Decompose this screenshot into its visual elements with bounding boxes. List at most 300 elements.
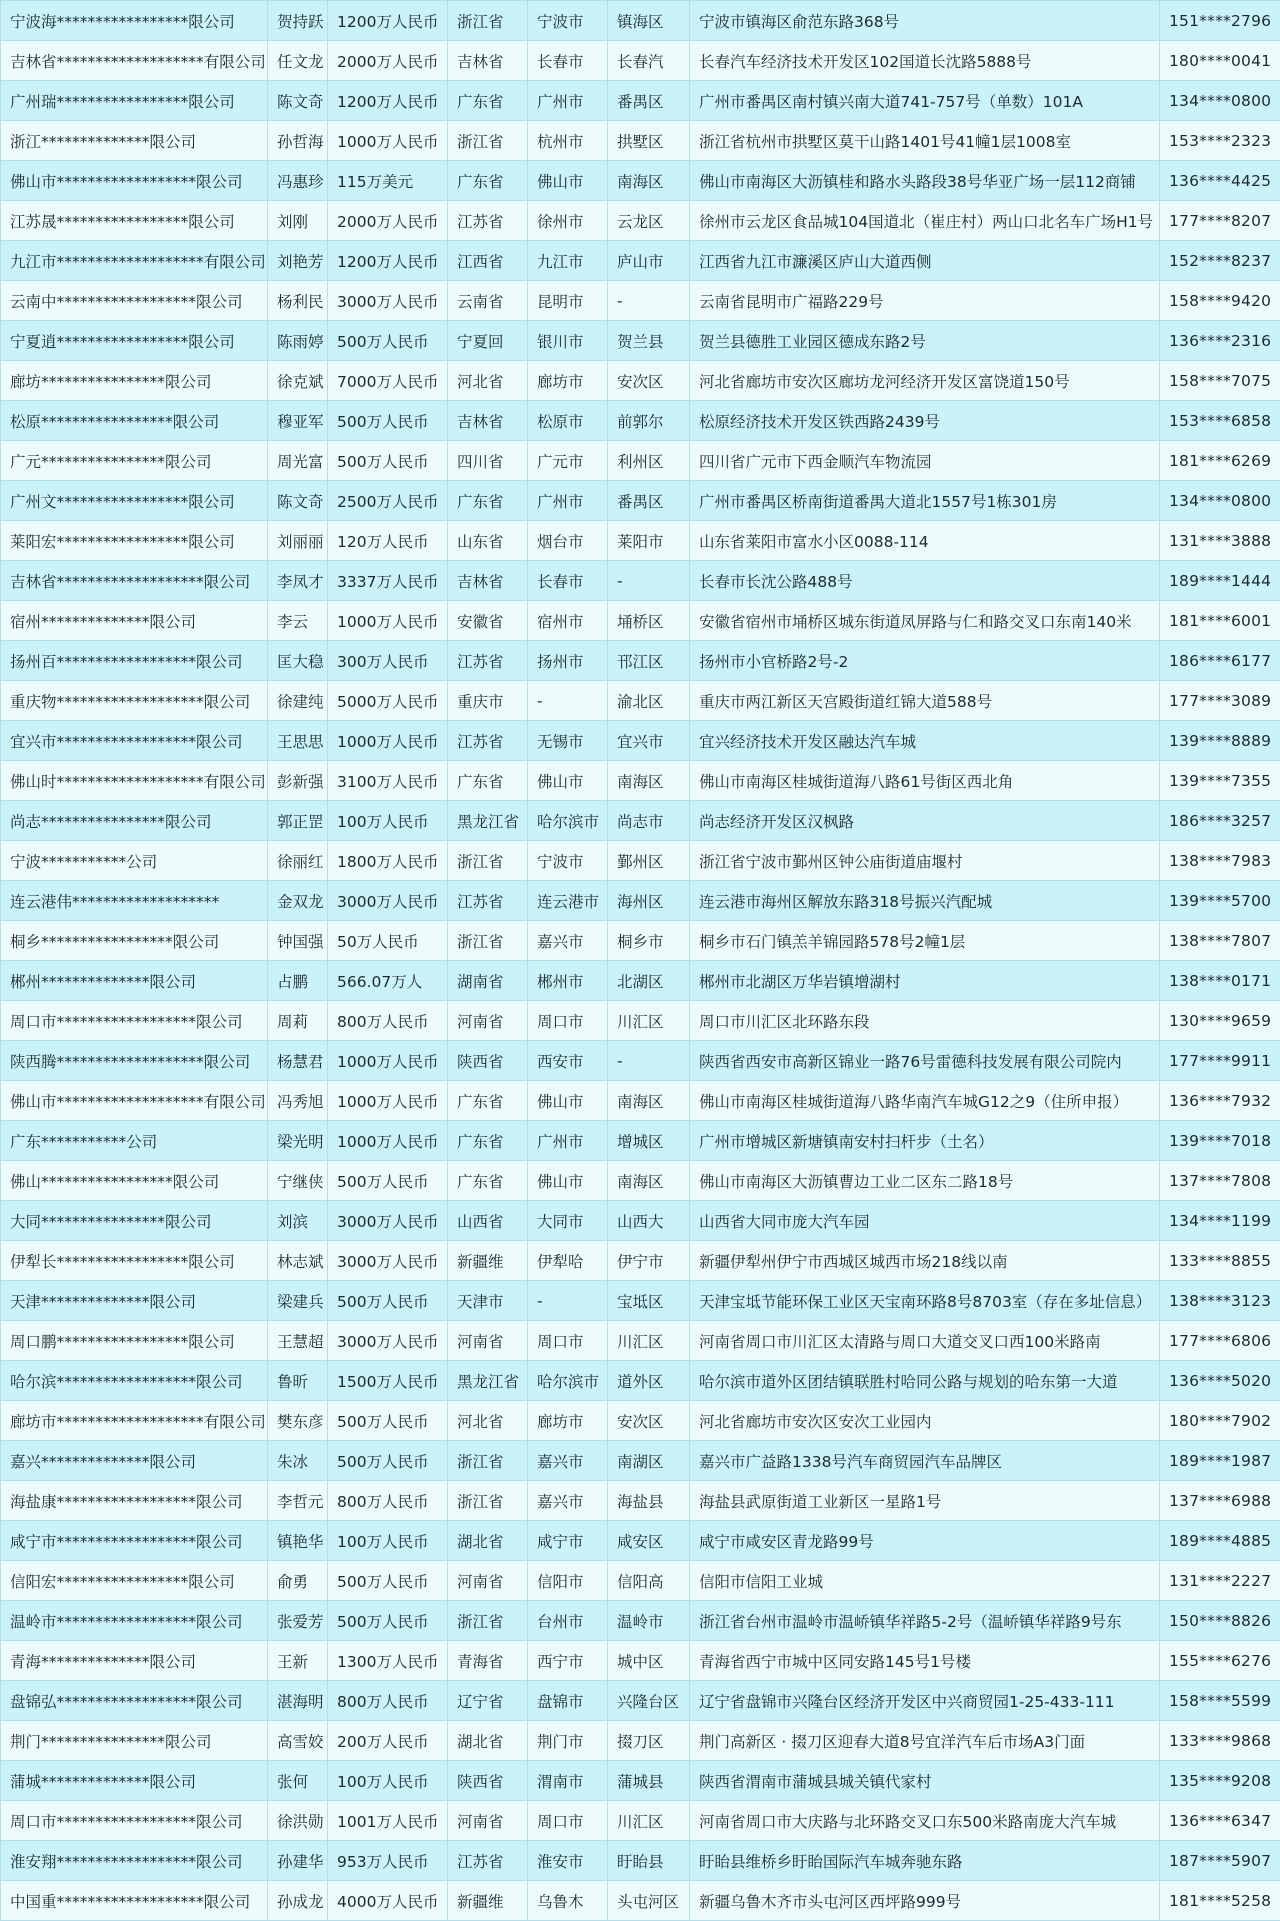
city-cell: 广州市 — [528, 481, 608, 521]
company-name-cell: 廊坊****************限公司 — [1, 361, 268, 401]
contact-name-cell: 李哲元 — [268, 1481, 328, 1521]
address-cell: 扬州市小官桥路2号-2 — [690, 641, 1160, 681]
province-cell: 江苏省 — [448, 721, 528, 761]
company-name-cell: 蒲城**************限公司 — [1, 1761, 268, 1801]
registered-capital-cell: 566.07万人 — [328, 961, 448, 1001]
address-cell: 长春汽车经济技术开发区102国道长沈路5888号 — [690, 41, 1160, 81]
province-cell: 浙江省 — [448, 121, 528, 161]
city-cell: - — [528, 1281, 608, 1321]
company-name-cell: 佛山时*******************有限公司 — [1, 761, 268, 801]
province-cell: 浙江省 — [448, 921, 528, 961]
address-cell: 广州市番禺区桥南街道番禺大道北1557号1栋301房 — [690, 481, 1160, 521]
phone-cell: 180****7902 — [1160, 1401, 1280, 1441]
city-cell: 廊坊市 — [528, 361, 608, 401]
table-row — [1, 161, 1280, 201]
contact-name-cell: 陈文奇 — [268, 481, 328, 521]
contact-name-cell: 孙成龙 — [268, 1881, 328, 1921]
province-cell: 江苏省 — [448, 641, 528, 681]
contact-name-cell: 徐洪勋 — [268, 1801, 328, 1841]
phone-cell: 181****6001 — [1160, 601, 1280, 641]
phone-cell: 137****6988 — [1160, 1481, 1280, 1521]
province-cell: 广东省 — [448, 1161, 528, 1201]
province-cell: 陕西省 — [448, 1761, 528, 1801]
registered-capital-cell: 2500万人民币 — [328, 481, 448, 521]
company-name-cell: 信阳宏*****************限公司 — [1, 1561, 268, 1601]
company-name-cell: 重庆物*******************限公司 — [1, 681, 268, 721]
table-row — [1, 1081, 1280, 1121]
city-cell: 徐州市 — [528, 201, 608, 241]
city-cell: 佛山市 — [528, 1161, 608, 1201]
company-name-cell: 连云港伟******************* — [1, 881, 268, 921]
city-cell: 无锡市 — [528, 721, 608, 761]
province-cell: 新疆维 — [448, 1241, 528, 1281]
province-cell: 吉林省 — [448, 561, 528, 601]
province-cell: 浙江省 — [448, 841, 528, 881]
phone-cell: 181****5258 — [1160, 1881, 1280, 1921]
contact-name-cell: 徐建纯 — [268, 681, 328, 721]
registered-capital-cell: 100万人民币 — [328, 801, 448, 841]
phone-cell: 158****5599 — [1160, 1681, 1280, 1721]
district-cell: 伊宁市 — [608, 1241, 690, 1281]
district-cell: 埇桥区 — [608, 601, 690, 641]
district-cell: 海州区 — [608, 881, 690, 921]
contact-name-cell: 杨慧君 — [268, 1041, 328, 1081]
table-row — [1, 801, 1280, 841]
city-cell: 盘锦市 — [528, 1681, 608, 1721]
province-cell: 河南省 — [448, 1801, 528, 1841]
contact-name-cell: 彭新强 — [268, 761, 328, 801]
city-cell: 嘉兴市 — [528, 1481, 608, 1521]
registered-capital-cell: 500万人民币 — [328, 321, 448, 361]
phone-cell: 177****9911 — [1160, 1041, 1280, 1081]
registered-capital-cell: 3000万人民币 — [328, 1201, 448, 1241]
company-name-cell: 嘉兴**************限公司 — [1, 1441, 268, 1481]
contact-name-cell: 梁建兵 — [268, 1281, 328, 1321]
phone-cell: 136****5020 — [1160, 1361, 1280, 1401]
contact-name-cell: 陈雨婷 — [268, 321, 328, 361]
district-cell: 南海区 — [608, 1081, 690, 1121]
registered-capital-cell: 100万人民币 — [328, 1521, 448, 1561]
district-cell: 咸安区 — [608, 1521, 690, 1561]
registered-capital-cell: 200万人民币 — [328, 1721, 448, 1761]
company-name-cell: 大同****************限公司 — [1, 1201, 268, 1241]
contact-name-cell: 李云 — [268, 601, 328, 641]
registered-capital-cell: 50万人民币 — [328, 921, 448, 961]
province-cell: 浙江省 — [448, 1601, 528, 1641]
phone-cell: 189****4885 — [1160, 1521, 1280, 1561]
contact-name-cell: 镇艳华 — [268, 1521, 328, 1561]
company-name-cell: 海盐康******************限公司 — [1, 1481, 268, 1521]
province-cell: 黑龙江省 — [448, 801, 528, 841]
table-row — [1, 401, 1280, 441]
table-row — [1, 1161, 1280, 1201]
address-cell: 河南省周口市川汇区太清路与周口大道交叉口西100米路南 — [690, 1321, 1160, 1361]
city-cell: 哈尔滨市 — [528, 1361, 608, 1401]
address-cell: 新疆乌鲁木齐市头屯河区西坪路999号 — [690, 1881, 1160, 1921]
company-name-cell: 陕西腾*******************限公司 — [1, 1041, 268, 1081]
registered-capital-cell: 500万人民币 — [328, 1161, 448, 1201]
phone-cell: 180****0041 — [1160, 41, 1280, 81]
address-cell: 陕西省西安市高新区锦业一路76号雷德科技发展有限公司院内 — [690, 1041, 1160, 1081]
contact-name-cell: 刘刚 — [268, 201, 328, 241]
city-cell: 烟台市 — [528, 521, 608, 561]
district-cell: 安次区 — [608, 361, 690, 401]
city-cell: 渭南市 — [528, 1761, 608, 1801]
registered-capital-cell: 1200万人民币 — [328, 81, 448, 121]
contact-name-cell: 陈文奇 — [268, 81, 328, 121]
company-name-cell: 桐乡*****************限公司 — [1, 921, 268, 961]
table-row — [1, 1401, 1280, 1441]
company-name-cell: 温岭市******************限公司 — [1, 1601, 268, 1641]
address-cell: 佛山市南海区桂城街道海八路61号街区西北角 — [690, 761, 1160, 801]
district-cell: 掇刀区 — [608, 1721, 690, 1761]
registered-capital-cell: 500万人民币 — [328, 1561, 448, 1601]
phone-cell: 189****1987 — [1160, 1441, 1280, 1481]
contact-name-cell: 高雪姣 — [268, 1721, 328, 1761]
registered-capital-cell: 4000万人民币 — [328, 1881, 448, 1921]
address-cell: 长春市长沈公路488号 — [690, 561, 1160, 601]
table-row — [1, 721, 1280, 761]
province-cell: 宁夏回 — [448, 321, 528, 361]
contact-name-cell: 湛海明 — [268, 1681, 328, 1721]
company-name-cell: 松原*****************限公司 — [1, 401, 268, 441]
address-cell: 宁波市镇海区俞范东路368号 — [690, 1, 1160, 41]
registered-capital-cell: 500万人民币 — [328, 1281, 448, 1321]
phone-cell: 177****6806 — [1160, 1321, 1280, 1361]
address-cell: 山西省大同市庞大汽车园 — [690, 1201, 1160, 1241]
registered-capital-cell: 500万人民币 — [328, 1401, 448, 1441]
phone-cell: 134****0800 — [1160, 81, 1280, 121]
registered-capital-cell: 3000万人民币 — [328, 1321, 448, 1361]
registered-capital-cell: 3000万人民币 — [328, 281, 448, 321]
district-cell: 头屯河区 — [608, 1881, 690, 1921]
city-cell: 宿州市 — [528, 601, 608, 641]
province-cell: 黑龙江省 — [448, 1361, 528, 1401]
city-cell: 广州市 — [528, 1121, 608, 1161]
phone-cell: 158****9420 — [1160, 281, 1280, 321]
table-row — [1, 1361, 1280, 1401]
address-cell: 郴州市北湖区万华岩镇增湖村 — [690, 961, 1160, 1001]
registered-capital-cell: 500万人民币 — [328, 1601, 448, 1641]
company-name-cell: 广元****************限公司 — [1, 441, 268, 481]
registered-capital-cell: 1200万人民币 — [328, 1, 448, 41]
company-name-cell: 天津**************限公司 — [1, 1281, 268, 1321]
address-cell: 四川省广元市下西金顺汽车物流园 — [690, 441, 1160, 481]
city-cell: 松原市 — [528, 401, 608, 441]
contact-name-cell: 鲁昕 — [268, 1361, 328, 1401]
company-name-cell: 伊犁长*****************限公司 — [1, 1241, 268, 1281]
table-row — [1, 1681, 1280, 1721]
address-cell: 桐乡市石门镇羔羊锦园路578号2幢1层 — [690, 921, 1160, 961]
district-cell: 渝北区 — [608, 681, 690, 721]
city-cell: 伊犁哈 — [528, 1241, 608, 1281]
district-cell: 南湖区 — [608, 1441, 690, 1481]
contact-name-cell: 贺持跃 — [268, 1, 328, 41]
district-cell: 前郭尔 — [608, 401, 690, 441]
phone-cell: 186****3257 — [1160, 801, 1280, 841]
phone-cell: 134****0800 — [1160, 481, 1280, 521]
table-row — [1, 1881, 1280, 1921]
company-name-cell: 吉林省*******************限公司 — [1, 561, 268, 601]
company-name-cell: 尚志****************限公司 — [1, 801, 268, 841]
registered-capital-cell: 3337万人民币 — [328, 561, 448, 601]
address-cell: 海盐县武原街道工业新区一星路1号 — [690, 1481, 1160, 1521]
province-cell: 广东省 — [448, 481, 528, 521]
registered-capital-cell: 115万美元 — [328, 161, 448, 201]
address-cell: 徐州市云龙区食品城104国道北（崔庄村）两山口北名车广场H1号 — [690, 201, 1160, 241]
phone-cell: 135****9208 — [1160, 1761, 1280, 1801]
phone-cell: 136****4425 — [1160, 161, 1280, 201]
table-row — [1, 1721, 1280, 1761]
phone-cell: 181****6269 — [1160, 441, 1280, 481]
district-cell: 宜兴市 — [608, 721, 690, 761]
phone-cell: 133****9868 — [1160, 1721, 1280, 1761]
company-name-cell: 广州文*****************限公司 — [1, 481, 268, 521]
company-name-cell: 廊坊市*******************有限公司 — [1, 1401, 268, 1441]
city-cell: 周口市 — [528, 1321, 608, 1361]
contact-name-cell: 穆亚军 — [268, 401, 328, 441]
address-cell: 盱眙县维桥乡盱眙国际汽车城奔驰东路 — [690, 1841, 1160, 1881]
table-row — [1, 481, 1280, 521]
registered-capital-cell: 800万人民币 — [328, 1681, 448, 1721]
company-name-cell: 宜兴市******************限公司 — [1, 721, 268, 761]
registered-capital-cell: 1000万人民币 — [328, 1081, 448, 1121]
contact-name-cell: 任文龙 — [268, 41, 328, 81]
registered-capital-cell: 500万人民币 — [328, 401, 448, 441]
registered-capital-cell: 2000万人民币 — [328, 201, 448, 241]
city-cell: 杭州市 — [528, 121, 608, 161]
city-cell: 嘉兴市 — [528, 921, 608, 961]
registered-capital-cell: 1000万人民币 — [328, 1121, 448, 1161]
registered-capital-cell: 3100万人民币 — [328, 761, 448, 801]
province-cell: 四川省 — [448, 441, 528, 481]
district-cell: 川汇区 — [608, 1321, 690, 1361]
city-cell: 长春市 — [528, 561, 608, 601]
district-cell: 道外区 — [608, 1361, 690, 1401]
table-row — [1, 761, 1280, 801]
contact-name-cell: 孙哲海 — [268, 121, 328, 161]
company-name-cell: 扬州百******************限公司 — [1, 641, 268, 681]
district-cell: 宝坻区 — [608, 1281, 690, 1321]
table-row — [1, 1801, 1280, 1841]
district-cell: 川汇区 — [608, 1801, 690, 1841]
registered-capital-cell: 1800万人民币 — [328, 841, 448, 881]
company-name-cell: 中国重*******************限公司 — [1, 1881, 268, 1921]
table-row — [1, 361, 1280, 401]
address-cell: 松原经济技术开发区铁西路2439号 — [690, 401, 1160, 441]
city-cell: 佛山市 — [528, 161, 608, 201]
table-row — [1, 881, 1280, 921]
contact-name-cell: 周光富 — [268, 441, 328, 481]
city-cell: 扬州市 — [528, 641, 608, 681]
registered-capital-cell: 1200万人民币 — [328, 241, 448, 281]
contact-name-cell: 钟国强 — [268, 921, 328, 961]
phone-cell: 136****6347 — [1160, 1801, 1280, 1841]
company-name-cell: 周口鹏*****************限公司 — [1, 1321, 268, 1361]
contact-name-cell: 占鹏 — [268, 961, 328, 1001]
address-cell: 佛山市南海区桂城街道海八路华南汽车城G12之9（住所申报） — [690, 1081, 1160, 1121]
company-name-cell: 宁波***********公司 — [1, 841, 268, 881]
city-cell: 宁波市 — [528, 841, 608, 881]
contact-name-cell: 王慧超 — [268, 1321, 328, 1361]
contact-name-cell: 刘滨 — [268, 1201, 328, 1241]
registered-capital-cell: 1500万人民币 — [328, 1361, 448, 1401]
province-cell: 江西省 — [448, 241, 528, 281]
contact-name-cell: 周莉 — [268, 1001, 328, 1041]
contact-name-cell: 俞勇 — [268, 1561, 328, 1601]
district-cell: 温岭市 — [608, 1601, 690, 1641]
province-cell: 陕西省 — [448, 1041, 528, 1081]
phone-cell: 177****8207 — [1160, 201, 1280, 241]
city-cell: 广州市 — [528, 81, 608, 121]
address-cell: 广州市增城区新塘镇南安村扫杆步（土名） — [690, 1121, 1160, 1161]
registered-capital-cell: 2000万人民币 — [328, 41, 448, 81]
city-cell: 信阳市 — [528, 1561, 608, 1601]
phone-cell: 139****7355 — [1160, 761, 1280, 801]
table-row — [1, 1201, 1280, 1241]
district-cell: 拱墅区 — [608, 121, 690, 161]
company-name-cell: 宁波海*****************限公司 — [1, 1, 268, 41]
province-cell: 吉林省 — [448, 41, 528, 81]
registered-capital-cell: 953万人民币 — [328, 1841, 448, 1881]
city-cell: 周口市 — [528, 1801, 608, 1841]
registered-capital-cell: 300万人民币 — [328, 641, 448, 681]
province-cell: 河南省 — [448, 1321, 528, 1361]
address-cell: 山东省莱阳市富水小区0088-114 — [690, 521, 1160, 561]
phone-cell: 153****6858 — [1160, 401, 1280, 441]
district-cell: 盱眙县 — [608, 1841, 690, 1881]
table-body — [1, 1, 1280, 1921]
contact-name-cell: 金双龙 — [268, 881, 328, 921]
company-name-cell: 九江市*******************有限公司 — [1, 241, 268, 281]
company-name-cell: 盘锦弘******************限公司 — [1, 1681, 268, 1721]
district-cell: 城中区 — [608, 1641, 690, 1681]
province-cell: 山西省 — [448, 1201, 528, 1241]
province-cell: 吉林省 — [448, 401, 528, 441]
table-row — [1, 1121, 1280, 1161]
phone-cell: 139****7018 — [1160, 1121, 1280, 1161]
contact-name-cell: 孙建华 — [268, 1841, 328, 1881]
province-cell: 广东省 — [448, 81, 528, 121]
contact-name-cell: 徐克斌 — [268, 361, 328, 401]
province-cell: 河北省 — [448, 361, 528, 401]
table-row — [1, 1321, 1280, 1361]
company-name-cell: 佛山市******************限公司 — [1, 161, 268, 201]
city-cell: 郴州市 — [528, 961, 608, 1001]
address-cell: 安徽省宿州市埇桥区城东街道凤屏路与仁和路交叉口东南140米 — [690, 601, 1160, 641]
contact-name-cell: 樊东彦 — [268, 1401, 328, 1441]
table-row — [1, 201, 1280, 241]
table-row — [1, 1521, 1280, 1561]
table-row — [1, 601, 1280, 641]
registered-capital-cell: 1300万人民币 — [328, 1641, 448, 1681]
company-name-cell: 郴州**************限公司 — [1, 961, 268, 1001]
address-cell: 佛山市南海区大沥镇曹边工业二区东二路18号 — [690, 1161, 1160, 1201]
table-row — [1, 1441, 1280, 1481]
registered-capital-cell: 120万人民币 — [328, 521, 448, 561]
table-row — [1, 1841, 1280, 1881]
province-cell: 广东省 — [448, 161, 528, 201]
district-cell: 兴隆台区 — [608, 1681, 690, 1721]
province-cell: 湖北省 — [448, 1521, 528, 1561]
company-name-cell: 咸宁市******************限公司 — [1, 1521, 268, 1561]
address-cell: 陕西省渭南市蒲城县城关镇代家村 — [690, 1761, 1160, 1801]
city-cell: 西宁市 — [528, 1641, 608, 1681]
phone-cell: 131****2227 — [1160, 1561, 1280, 1601]
address-cell: 青海省西宁市城中区同安路145号1号楼 — [690, 1641, 1160, 1681]
phone-cell: 139****5700 — [1160, 881, 1280, 921]
phone-cell: 153****2323 — [1160, 121, 1280, 161]
district-cell: 南海区 — [608, 1161, 690, 1201]
company-name-cell: 宿州**************限公司 — [1, 601, 268, 641]
company-name-cell: 云南中******************限公司 — [1, 281, 268, 321]
district-cell: 山西大 — [608, 1201, 690, 1241]
company-name-cell: 广州瑞*****************限公司 — [1, 81, 268, 121]
registered-capital-cell: 800万人民币 — [328, 1481, 448, 1521]
address-cell: 信阳市信阳工业城 — [690, 1561, 1160, 1601]
address-cell: 新疆伊犁州伊宁市西城区城西市场218线以南 — [690, 1241, 1160, 1281]
company-name-cell: 哈尔滨******************限公司 — [1, 1361, 268, 1401]
district-cell: 川汇区 — [608, 1001, 690, 1041]
district-cell: 信阳高 — [608, 1561, 690, 1601]
table-row — [1, 1761, 1280, 1801]
table-row — [1, 1481, 1280, 1521]
address-cell: 荆门高新区 · 掇刀区迎春大道8号宜洋汽车后市场A3门面 — [690, 1721, 1160, 1761]
district-cell: 邗江区 — [608, 641, 690, 681]
company-name-cell: 荆门****************限公司 — [1, 1721, 268, 1761]
company-name-cell: 江苏晟*****************限公司 — [1, 201, 268, 241]
address-cell: 重庆市两江新区天宫殿街道红锦大道588号 — [690, 681, 1160, 721]
table-row — [1, 321, 1280, 361]
district-cell: 北湖区 — [608, 961, 690, 1001]
registered-capital-cell: 1000万人民币 — [328, 601, 448, 641]
registered-capital-cell: 800万人民币 — [328, 1001, 448, 1041]
address-cell: 连云港市海州区解放东路318号振兴汽配城 — [690, 881, 1160, 921]
contact-name-cell: 杨利民 — [268, 281, 328, 321]
city-cell: 佛山市 — [528, 1081, 608, 1121]
province-cell: 安徽省 — [448, 601, 528, 641]
district-cell: 庐山市 — [608, 241, 690, 281]
district-cell: 番禺区 — [608, 481, 690, 521]
company-name-cell: 佛山市*******************有限公司 — [1, 1081, 268, 1121]
company-name-cell: 青海**************限公司 — [1, 1641, 268, 1681]
table-row — [1, 1281, 1280, 1321]
registered-capital-cell: 1000万人民币 — [328, 121, 448, 161]
phone-cell: 130****9659 — [1160, 1001, 1280, 1041]
table-row — [1, 681, 1280, 721]
table-row — [1, 1041, 1280, 1081]
city-cell: 淮安市 — [528, 1841, 608, 1881]
address-cell: 周口市川汇区北环路东段 — [690, 1001, 1160, 1041]
address-cell: 浙江省杭州市拱墅区莫干山路1401号41幢1层1008室 — [690, 121, 1160, 161]
city-cell: 廊坊市 — [528, 1401, 608, 1441]
phone-cell: 189****1444 — [1160, 561, 1280, 601]
city-cell: 九江市 — [528, 241, 608, 281]
province-cell: 河北省 — [448, 1401, 528, 1441]
province-cell: 河南省 — [448, 1001, 528, 1041]
registered-capital-cell: 3000万人民币 — [328, 1241, 448, 1281]
address-cell: 河南省周口市大庆路与北环路交叉口东500米路南庞大汽车城 — [690, 1801, 1160, 1841]
registered-capital-cell: 5000万人民币 — [328, 681, 448, 721]
phone-cell: 138****0171 — [1160, 961, 1280, 1001]
company-name-cell: 莱阳宏*****************限公司 — [1, 521, 268, 561]
city-cell: 咸宁市 — [528, 1521, 608, 1561]
company-name-cell: 浙江**************限公司 — [1, 121, 268, 161]
table-row — [1, 841, 1280, 881]
city-cell: 广元市 — [528, 441, 608, 481]
district-cell: 鄞州区 — [608, 841, 690, 881]
phone-cell: 151****2796 — [1160, 1, 1280, 41]
